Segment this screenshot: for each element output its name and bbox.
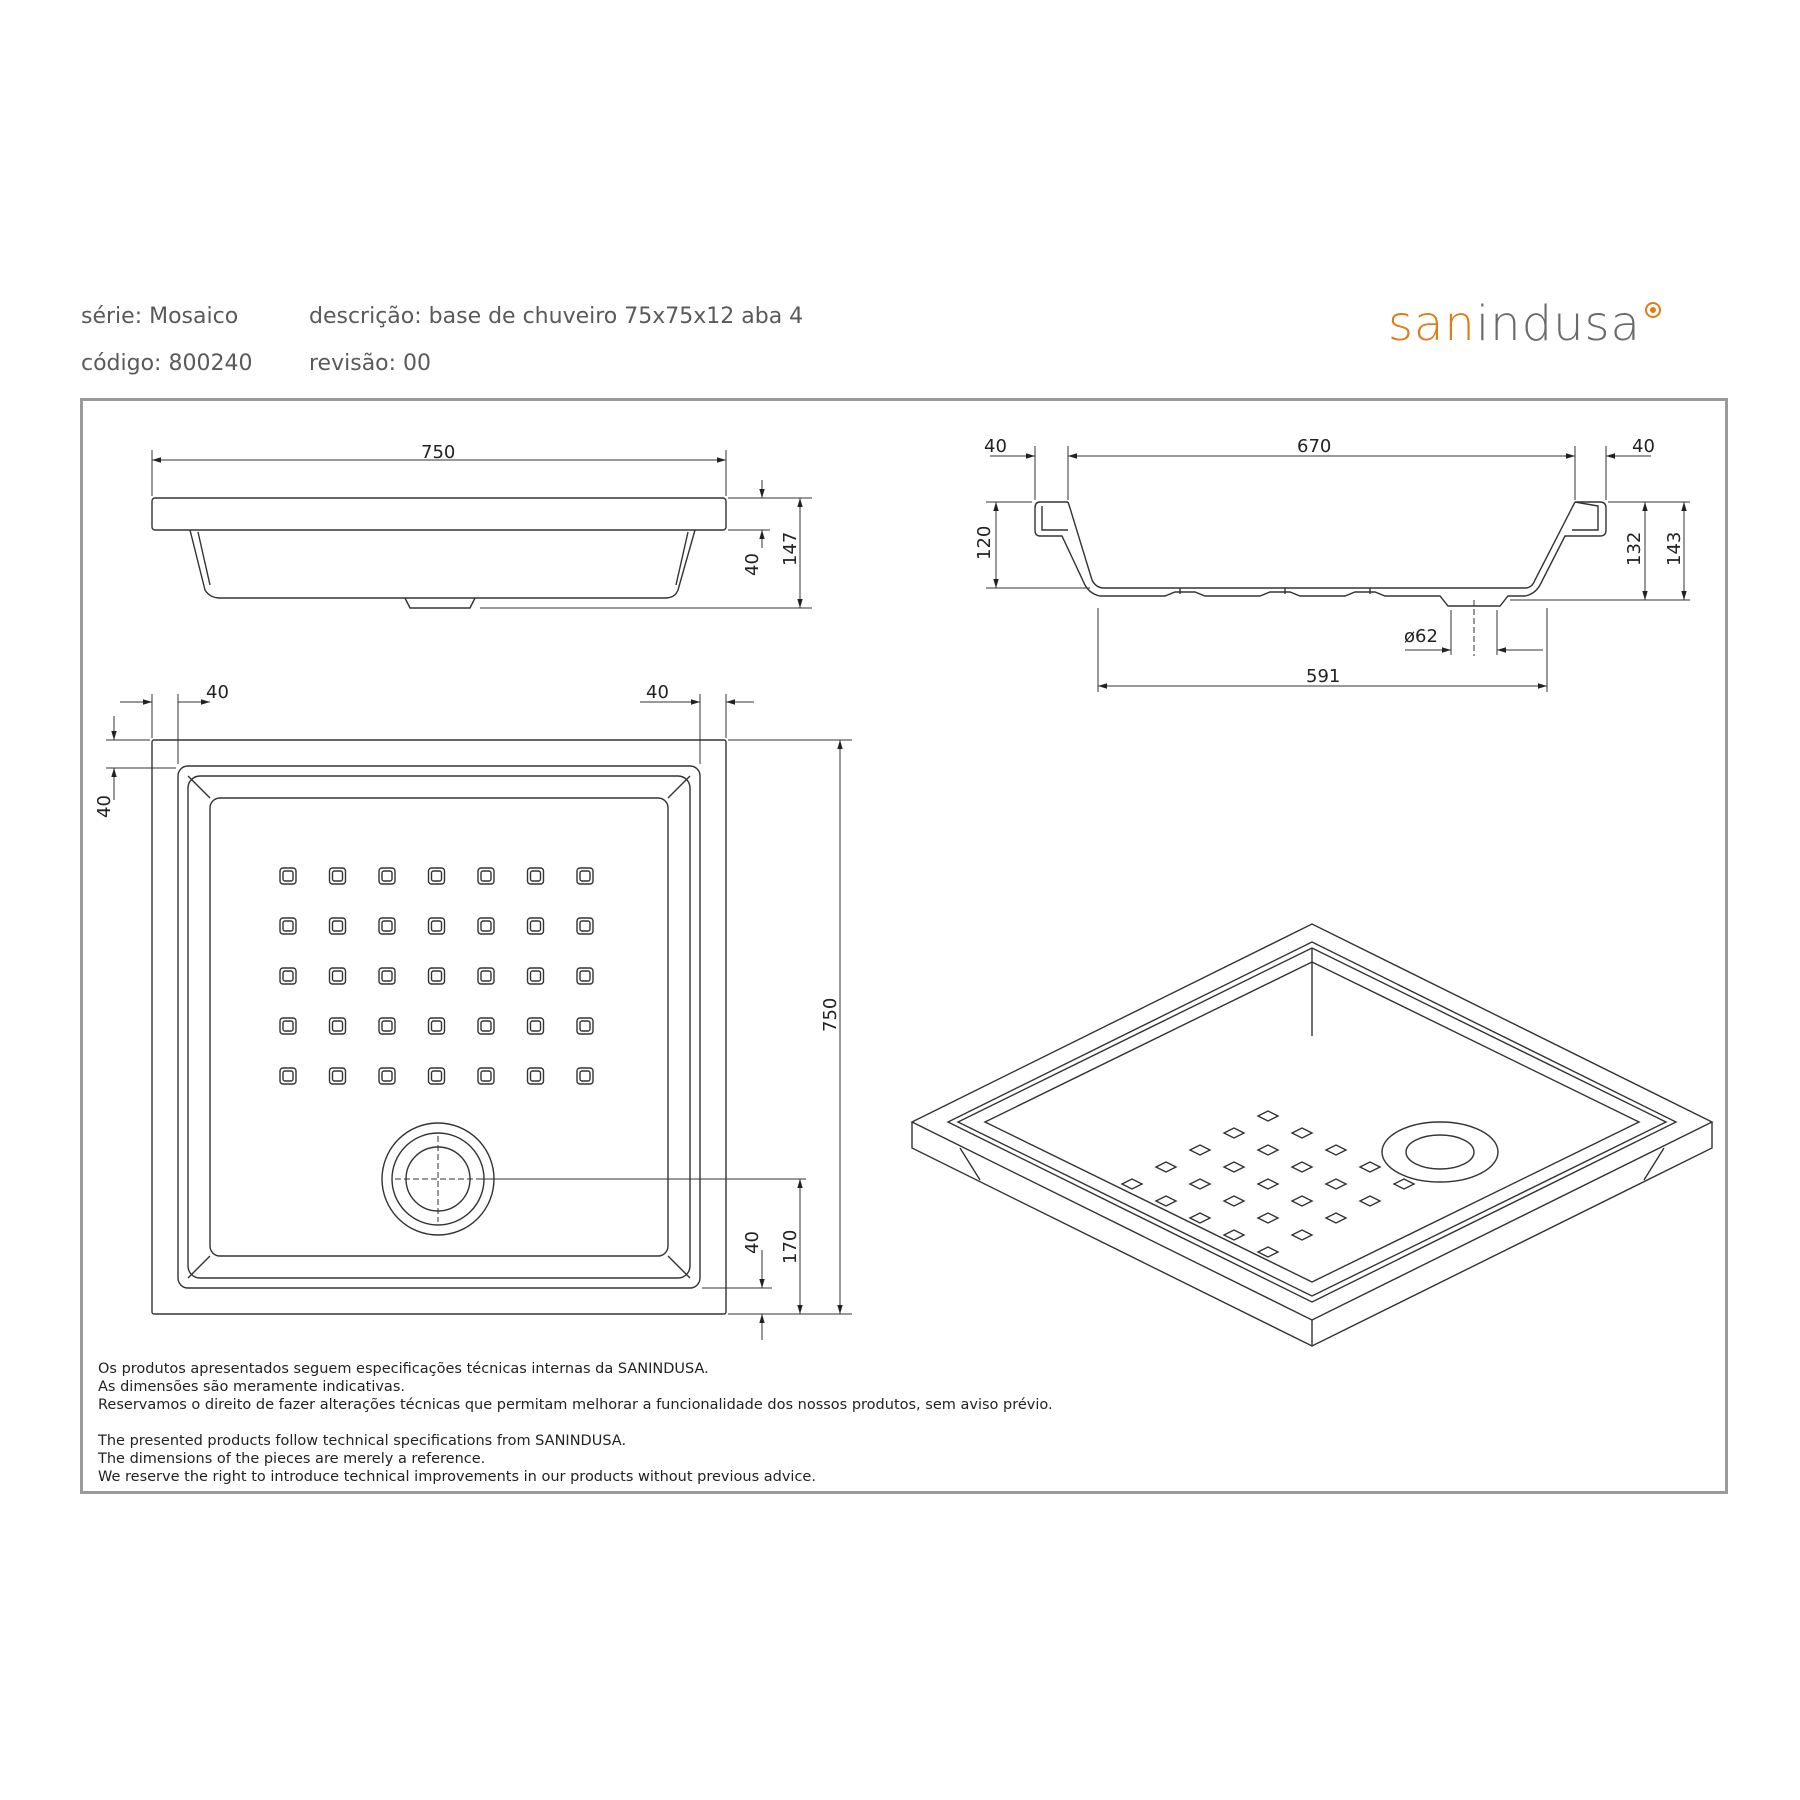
anti-slip-square-inner [531, 1071, 541, 1081]
anti-slip-square-inner [382, 1071, 392, 1081]
anti-slip-square-inner [580, 971, 590, 981]
iso-anti-slip-square [1258, 1111, 1278, 1121]
note-pt-2: As dimensões são meramente indicativas. [98, 1379, 405, 1395]
note-pt-1: Os produtos apresentados seguem especificações técnicas internas da SANINDUSA. [98, 1361, 709, 1377]
anti-slip-square-inner [283, 1071, 293, 1081]
anti-slip-square-inner [580, 1071, 590, 1081]
anti-slip-square-inner [481, 1071, 491, 1081]
iso-anti-slip-square [1224, 1230, 1244, 1240]
anti-slip-square-inner [531, 1021, 541, 1031]
iso-anti-slip-square [1326, 1145, 1346, 1155]
iso-anti-slip-square [1258, 1247, 1278, 1257]
dim-plan-height: 750 [820, 997, 841, 1032]
dim-plan-drain-a: 40 [742, 1231, 763, 1254]
anti-slip-square-inner [432, 1021, 442, 1031]
anti-slip-square-inner [580, 921, 590, 931]
dim-section-depth-left: 120 [974, 525, 995, 560]
revisao-label: revisão: 00 [309, 351, 432, 376]
anti-slip-square-inner [432, 1071, 442, 1081]
anti-slip-square-inner [382, 1021, 392, 1031]
front-elevation [152, 498, 726, 608]
anti-slip-square-inner [580, 871, 590, 881]
anti-slip-square-inner [481, 971, 491, 981]
iso-anti-slip-square [1326, 1179, 1346, 1189]
cross-section [1035, 502, 1606, 606]
dim-section-mid: 670 [1297, 436, 1332, 457]
iso-anti-slip-square [1224, 1196, 1244, 1206]
dim-drain-diameter: ø62 [1404, 626, 1438, 647]
anti-slip-square-inner [283, 871, 293, 881]
dim-plan-top: 40 [94, 795, 115, 818]
iso-anti-slip-grid [1122, 1111, 1414, 1257]
dim-front-width: 750 [421, 442, 456, 463]
note-en-2: The dimensions of the pieces are merely a reference. [98, 1451, 486, 1467]
anti-slip-square-inner [432, 971, 442, 981]
anti-slip-square-inner [333, 971, 343, 981]
iso-anti-slip-square [1224, 1128, 1244, 1138]
dim-section-depth-right-a: 132 [1624, 531, 1645, 566]
anti-slip-square-inner [333, 871, 343, 881]
logo-part-indusa: indusa [1475, 296, 1641, 352]
section-dims [986, 446, 1690, 692]
iso-anti-slip-square [1326, 1213, 1346, 1223]
descricao-label: descrição: base de chuveiro 75x75x12 aba 4 [309, 304, 804, 329]
iso-anti-slip-square [1122, 1179, 1142, 1189]
anti-slip-square-inner [580, 1021, 590, 1031]
anti-slip-square-inner [333, 1021, 343, 1031]
anti-slip-square-inner [283, 1021, 293, 1031]
iso-anti-slip-square [1224, 1162, 1244, 1172]
dim-front-height: 147 [780, 531, 801, 566]
anti-slip-square-inner [531, 871, 541, 881]
iso-anti-slip-square [1360, 1162, 1380, 1172]
plan-anti-slip-grid [280, 868, 593, 1084]
iso-anti-slip-square [1292, 1230, 1312, 1240]
dim-section-bottom: 591 [1306, 666, 1341, 687]
anti-slip-square-inner [481, 1021, 491, 1031]
iso-anti-slip-square [1292, 1162, 1312, 1172]
anti-slip-square-inner [283, 921, 293, 931]
anti-slip-square-inner [481, 871, 491, 881]
anti-slip-square-inner [382, 921, 392, 931]
anti-slip-square-inner [382, 971, 392, 981]
iso-anti-slip-square [1156, 1162, 1176, 1172]
anti-slip-square-inner [531, 971, 541, 981]
iso-anti-slip-square [1258, 1213, 1278, 1223]
dim-plan-drain-b: 170 [780, 1229, 801, 1264]
dim-front-rim: 40 [742, 553, 763, 576]
iso-anti-slip-square [1156, 1196, 1176, 1206]
front-dims [152, 450, 812, 608]
iso-anti-slip-square [1190, 1213, 1210, 1223]
anti-slip-square-inner [283, 971, 293, 981]
plan-view [152, 740, 726, 1314]
dim-plan-left: 40 [206, 682, 229, 703]
logo-part-san: san [1388, 296, 1476, 352]
note-pt-3: Reservamos o direito de fazer alterações técnicas que permitam melhorar a funcionalidade dos nossos produtos, sem aviso prévio. [98, 1397, 1053, 1413]
iso-anti-slip-square [1292, 1128, 1312, 1138]
dim-section-right: 40 [1632, 436, 1655, 457]
note-en-3: We reserve the right to introduce technical improvements in our products without previous advice. [98, 1469, 816, 1485]
iso-anti-slip-square [1394, 1179, 1414, 1189]
iso-anti-slip-square [1258, 1179, 1278, 1189]
iso-anti-slip-square [1258, 1145, 1278, 1155]
plan-drain [382, 1123, 494, 1235]
plan-dims [106, 694, 852, 1340]
iso-anti-slip-square [1360, 1196, 1380, 1206]
anti-slip-square-inner [382, 871, 392, 881]
note-en-1: The presented products follow technical specifications from SANINDUSA. [98, 1433, 627, 1449]
serie-label: série: Mosaico [81, 304, 239, 329]
anti-slip-square-inner [333, 921, 343, 931]
dim-section-depth-right-b: 143 [1664, 531, 1685, 566]
anti-slip-square-inner [481, 921, 491, 931]
iso-anti-slip-square [1190, 1145, 1210, 1155]
anti-slip-square-inner [531, 921, 541, 931]
codigo-label: código: 800240 [81, 351, 253, 376]
dim-section-left: 40 [984, 436, 1007, 457]
anti-slip-square-inner [432, 921, 442, 931]
iso-anti-slip-square [1292, 1196, 1312, 1206]
dim-plan-right: 40 [646, 682, 669, 703]
isometric-view [912, 924, 1712, 1346]
anti-slip-square-inner [432, 871, 442, 881]
iso-anti-slip-square [1190, 1179, 1210, 1189]
anti-slip-square-inner [333, 1071, 343, 1081]
disclaimer-notes [98, 1360, 1053, 1486]
